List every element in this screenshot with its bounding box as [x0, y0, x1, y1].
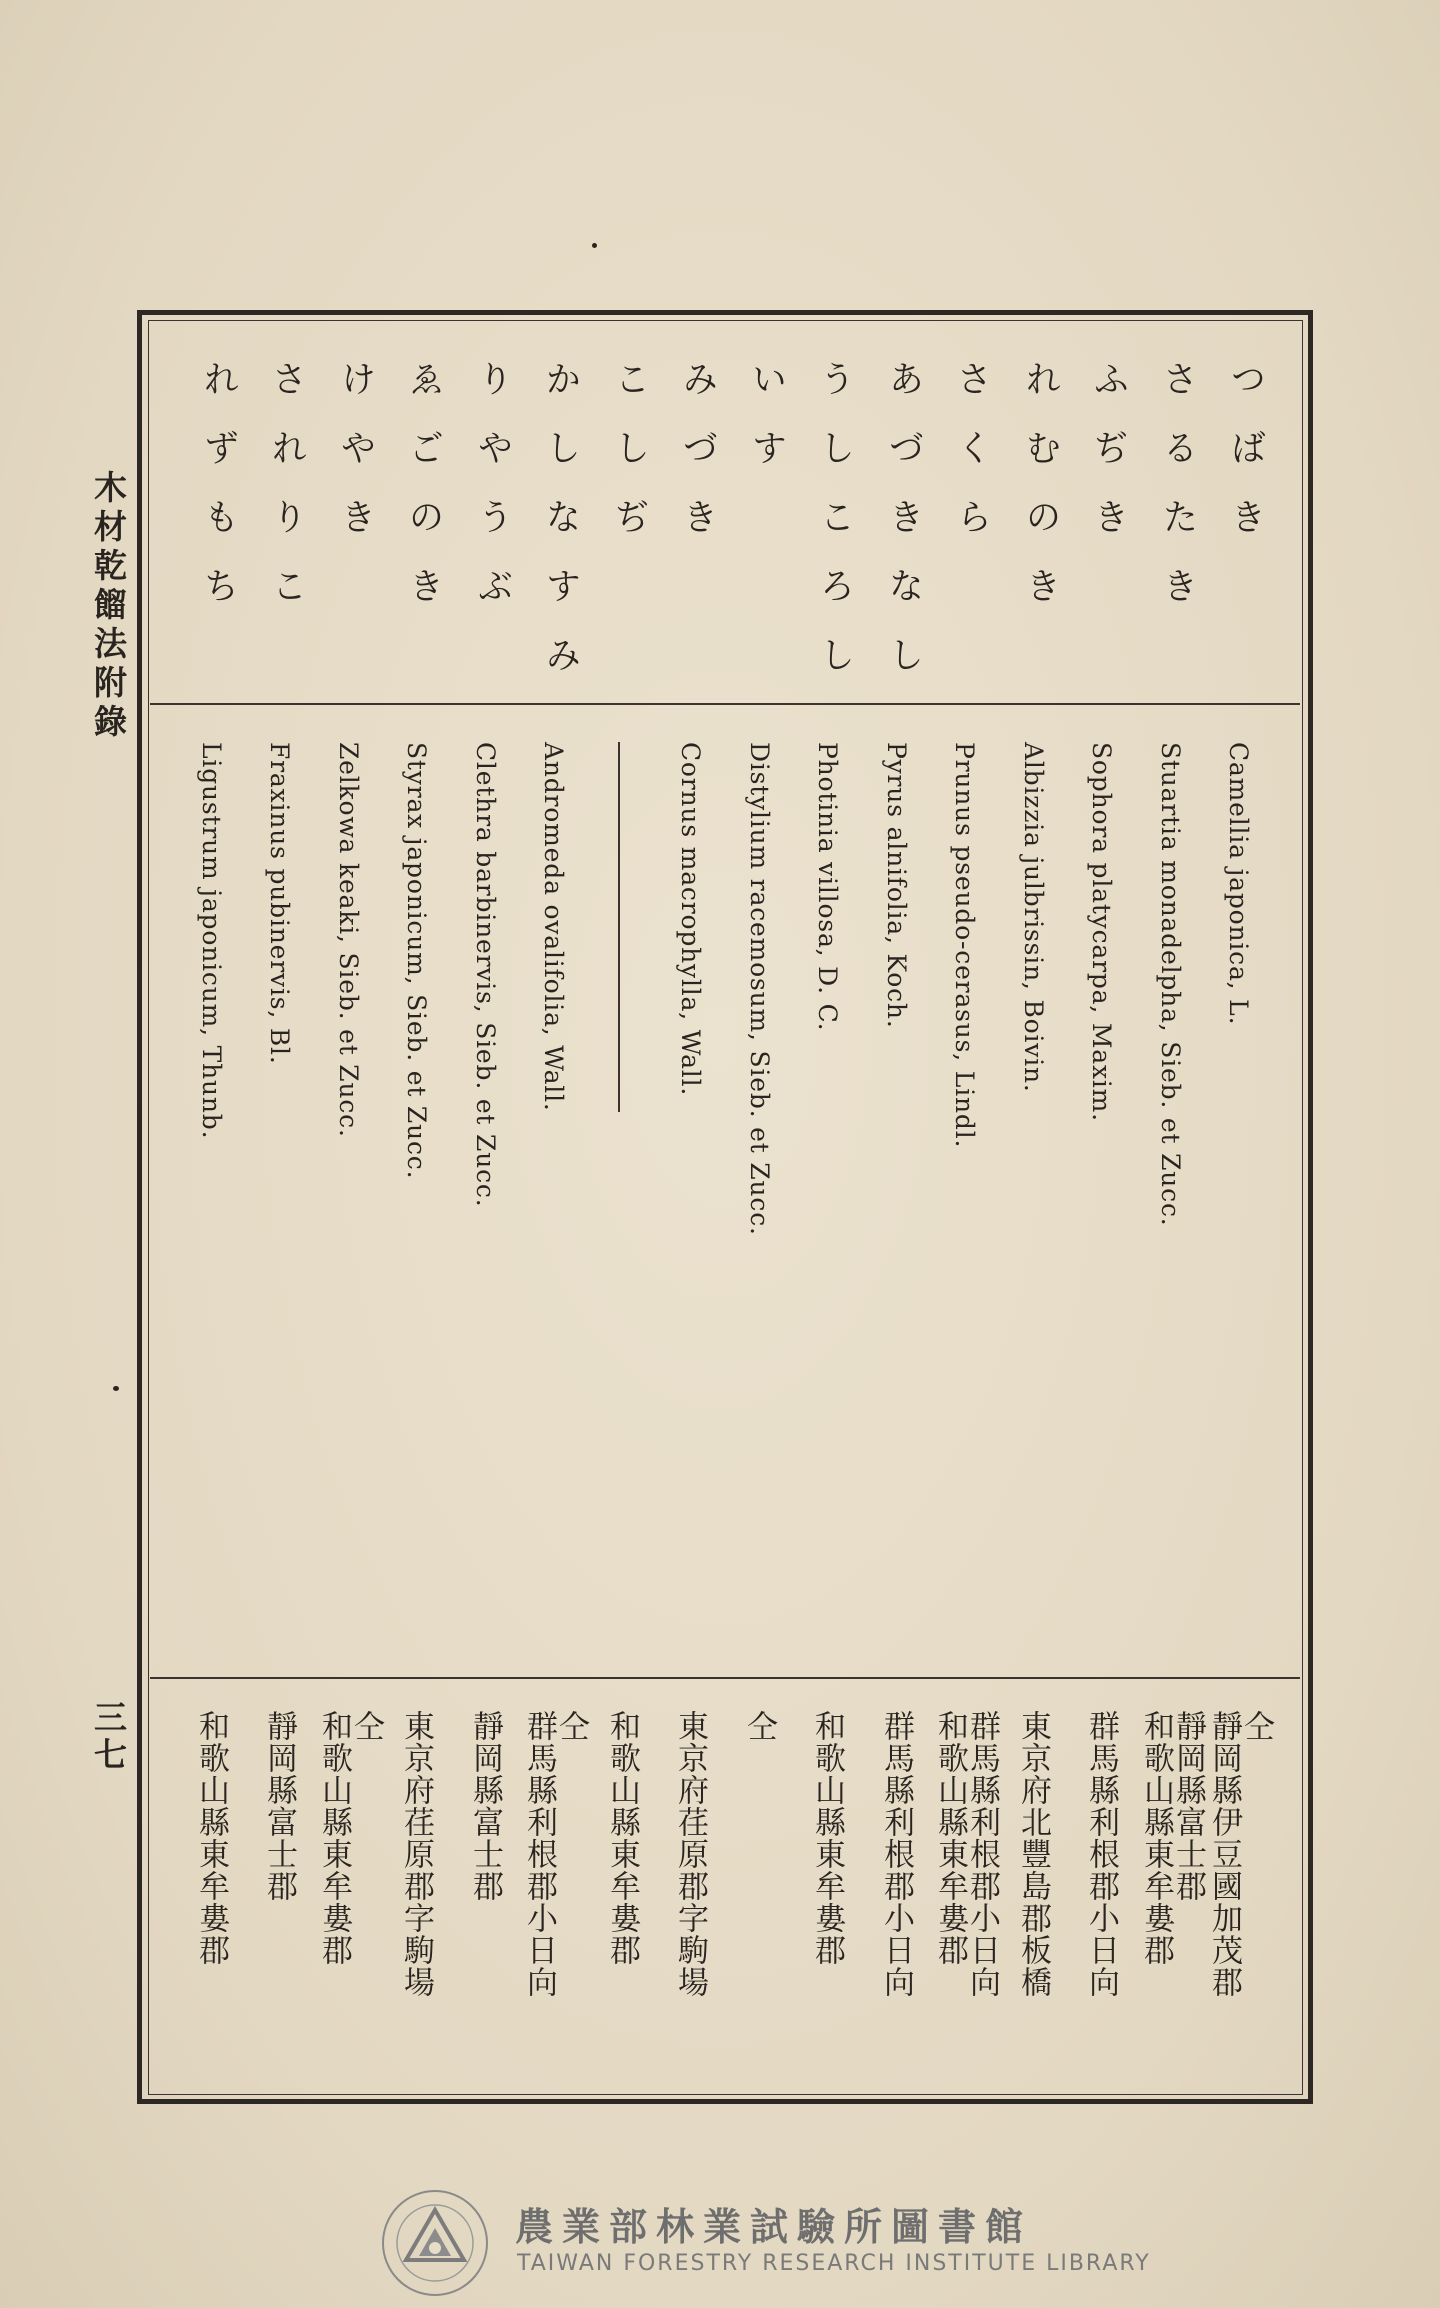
row-12-japanese-name: ゑごのき: [403, 360, 444, 636]
row-11-scientific-name: Clethra barbinervis, Sieb. et Zucc.: [471, 742, 500, 1208]
row-13-scientific-name: Zelkowa keaki, Sieb. et Zucc.: [334, 742, 363, 1138]
row-2-scientific-name: Sophora platycarpa, Maxim.: [1087, 742, 1116, 1122]
row-14-japanese-name: されりこ: [266, 360, 307, 636]
row-1-scientific-name: Stuartia monadelpha, Sieb. et Zucc.: [1156, 742, 1185, 1227]
row-1-japanese-name: さるたき: [1157, 360, 1198, 636]
row-4-locality-0: 群馬縣利根郡小日向: [964, 1710, 1000, 1998]
row-3-japanese-name: れむのき: [1020, 360, 1061, 636]
row-3-locality-0: 東京府北豐島郡板橋: [1015, 1710, 1051, 1998]
row-13-locality-1: 和歌山縣東牟婁郡: [316, 1710, 352, 1966]
blank-entry-rule: [618, 742, 620, 1112]
row-6-japanese-name: うしころし: [814, 360, 855, 705]
divider-kana-latin: [150, 703, 1300, 705]
row-3-scientific-name: Albizzia julbrissin, Boivin.: [1019, 742, 1048, 1093]
row-5-locality-0: 群馬縣利根郡小日向: [878, 1710, 914, 1998]
row-0-locality-0: 仝: [1238, 1710, 1274, 1742]
library-name-english: TAIWAN FORESTRY RESEARCH INSTITUTE LIBRARY: [517, 2251, 1151, 2276]
row-7-scientific-name: Distylium racemosum, Sieb. et Zucc.: [745, 742, 774, 1236]
row-0-scientific-name: Camellia japonica, L.: [1224, 742, 1253, 1026]
row-10-japanese-name: かしなすみ: [540, 360, 581, 705]
row-9-japanese-name: こしぢ: [609, 360, 650, 567]
row-0-locality-1: 靜岡縣伊豆國加茂郡: [1206, 1710, 1242, 1998]
row-15-scientific-name: Ligustrum japonicum, Thunb.: [197, 742, 226, 1140]
row-10-locality-1: 群馬縣利根郡小日向: [521, 1710, 557, 1998]
row-8-locality-0: 東京府荏原郡字駒場: [672, 1710, 708, 1998]
row-8-scientific-name: Cornus macrophylla, Wall.: [676, 742, 705, 1097]
row-7-locality-0: 仝: [741, 1710, 777, 1742]
row-9-locality-0: 和歌山縣東牟婁郡: [604, 1710, 640, 1966]
row-6-scientific-name: Photinia villosa, D. C.: [813, 742, 842, 1032]
row-12-locality-0: 東京府荏原郡字駒場: [398, 1710, 434, 1998]
row-5-japanese-name: あづきなし: [883, 360, 924, 705]
row-4-locality-1: 和歌山縣東牟婁郡: [932, 1710, 968, 1966]
row-7-japanese-name: いす: [746, 360, 787, 498]
page-number: 三七: [89, 1700, 128, 1774]
library-name-chinese: 農業部林業試驗所圖書館: [515, 2204, 1033, 2249]
row-1-locality-1: 和歌山縣東牟婁郡: [1138, 1710, 1174, 1966]
row-2-japanese-name: ふぢき: [1088, 360, 1129, 567]
row-13-locality-0: 仝: [348, 1710, 384, 1742]
row-12-scientific-name: Styrax japonicum, Sieb. et Zucc.: [402, 742, 431, 1180]
row-6-locality-0: 和歌山縣東牟婁郡: [809, 1710, 845, 1966]
row-14-locality-0: 靜岡縣富士郡: [261, 1710, 297, 1902]
row-13-japanese-name: けやき: [335, 360, 376, 567]
row-4-japanese-name: さくら: [951, 360, 992, 567]
row-2-locality-0: 群馬縣利根郡小日向: [1083, 1710, 1119, 1998]
row-11-japanese-name: りやうぶ: [472, 360, 513, 636]
row-4-scientific-name: Prunus pseudo-cerasus, Lindl.: [950, 742, 979, 1149]
library-seal-icon: [380, 2188, 490, 2298]
row-8-japanese-name: みづき: [677, 360, 718, 567]
row-15-locality-0: 和歌山縣東牟婁郡: [193, 1710, 229, 1966]
divider-latin-location: [150, 1677, 1300, 1679]
ink-speck: [592, 243, 597, 248]
row-11-locality-0: 靜岡縣富士郡: [467, 1710, 503, 1902]
row-10-scientific-name: Andromeda ovalifolia, Wall.: [539, 742, 568, 1112]
row-0-japanese-name: つばき: [1225, 360, 1266, 567]
row-15-japanese-name: れずもち: [198, 360, 239, 636]
row-14-scientific-name: Fraxinus pubinervis, Bl.: [265, 742, 294, 1065]
row-1-locality-0: 靜岡縣富士郡: [1170, 1710, 1206, 1902]
ink-speck: [113, 1386, 119, 1391]
row-10-locality-0: 仝: [553, 1710, 589, 1742]
running-title: 木材乾餾法附錄: [89, 470, 128, 743]
row-5-scientific-name: Pyrus alnifolia, Koch.: [882, 742, 911, 1029]
